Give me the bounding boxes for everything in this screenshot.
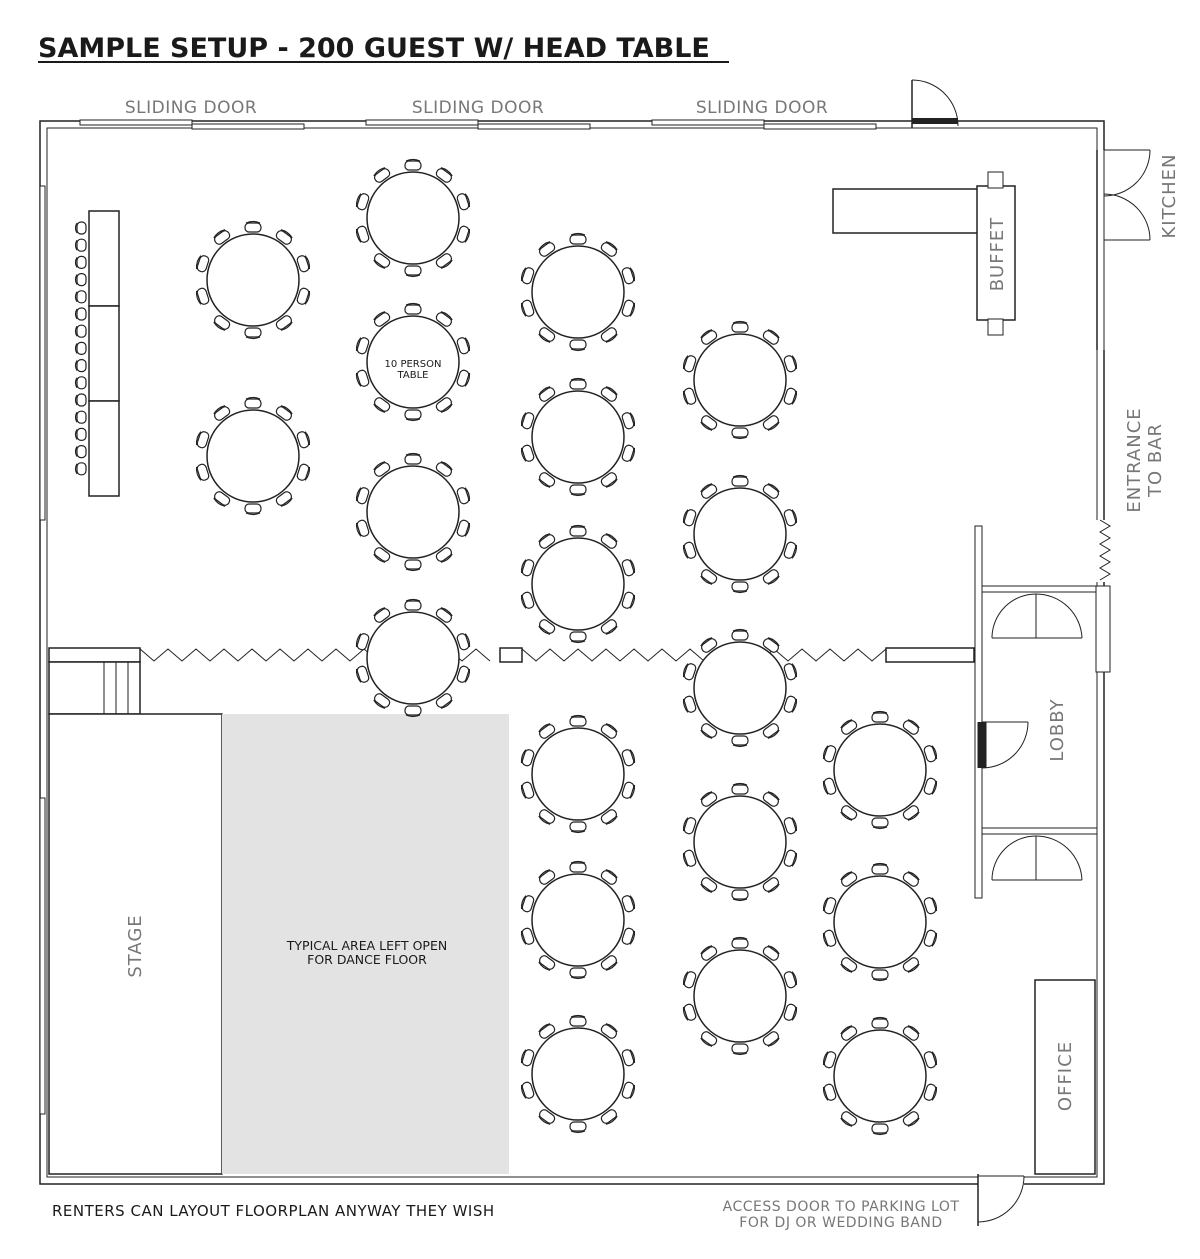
table-top (694, 642, 786, 734)
chair (76, 308, 87, 320)
table-top (532, 246, 624, 338)
table-top (207, 410, 299, 502)
chair (570, 862, 586, 873)
dance-floor-label: FOR DANCE FLOOR (307, 952, 427, 967)
table-top (694, 334, 786, 426)
round-table (195, 222, 311, 339)
chair (872, 712, 888, 723)
access-door-label: ACCESS DOOR TO PARKING LOT (722, 1199, 960, 1215)
round-table (355, 454, 471, 571)
footer-note: RENTERS CAN LAYOUT FLOORPLAN ANYWAY THEY WISH (52, 1202, 495, 1220)
chair (872, 1018, 888, 1029)
chair (872, 970, 888, 981)
table-top (532, 391, 624, 483)
chair (732, 938, 748, 949)
chair (570, 716, 586, 727)
chair (405, 160, 421, 171)
chair (76, 239, 87, 251)
chair (405, 410, 421, 421)
table-top (694, 488, 786, 580)
round-table (520, 1016, 636, 1133)
chair (732, 582, 748, 593)
round-table (520, 862, 636, 979)
top-door (912, 80, 958, 128)
chair (570, 968, 586, 979)
sliding-door-label: SLIDING DOOR (411, 98, 545, 118)
chair (732, 322, 748, 333)
chair (76, 394, 87, 406)
round-table (682, 784, 798, 901)
kitchen-doors (1095, 150, 1150, 350)
chair (76, 291, 87, 303)
table-top (532, 874, 624, 966)
round-table (520, 234, 636, 351)
round-table (682, 476, 798, 593)
chair (732, 736, 748, 747)
table-top (694, 796, 786, 888)
chair (570, 340, 586, 351)
chair (405, 454, 421, 465)
chair (76, 222, 87, 234)
round-table (520, 526, 636, 643)
chair (570, 526, 586, 537)
chair (732, 630, 748, 641)
table-top (532, 728, 624, 820)
kitchen-label: KITCHEN (1159, 153, 1180, 239)
access-door (978, 1174, 1024, 1226)
round-table (822, 1018, 938, 1135)
chair (405, 266, 421, 277)
head-table (76, 211, 120, 496)
chair (570, 379, 586, 390)
round-table (520, 716, 636, 833)
round-table (195, 398, 311, 515)
sliding-door-label: SLIDING DOOR (124, 98, 258, 118)
chair (872, 818, 888, 829)
chair (76, 256, 87, 268)
chair (76, 463, 87, 475)
table-label: 10 PERSON (384, 359, 442, 370)
round-table (682, 322, 798, 439)
lobby (975, 526, 1110, 898)
round-table (682, 630, 798, 747)
chair (405, 706, 421, 717)
table-top (834, 1030, 926, 1122)
chair (76, 342, 87, 354)
chair (245, 504, 261, 515)
round-table (355, 600, 471, 717)
office-label: OFFICE (1055, 1040, 1076, 1112)
access-door-label: FOR DJ OR WEDDING BAND (739, 1215, 943, 1231)
chair (76, 274, 87, 286)
chair (570, 485, 586, 496)
chair (76, 377, 87, 389)
round-table (520, 379, 636, 496)
round-table (822, 864, 938, 981)
chair (405, 600, 421, 611)
lobby-label: LOBBY (1047, 698, 1068, 762)
entrance-label: ENTRANCE (1124, 407, 1145, 513)
chair (732, 428, 748, 439)
chair (570, 1016, 586, 1027)
table-top (834, 724, 926, 816)
chair (76, 360, 87, 372)
dance-floor-label: TYPICAL AREA LEFT OPEN (286, 938, 448, 953)
chair (405, 560, 421, 571)
chair (76, 325, 87, 337)
round-table (822, 712, 938, 829)
table-top (532, 538, 624, 630)
chair (76, 428, 87, 440)
round-table (682, 938, 798, 1055)
table-top (367, 612, 459, 704)
chair (570, 234, 586, 245)
table-top (694, 950, 786, 1042)
sliding-door-label: SLIDING DOOR (695, 98, 829, 118)
chair (732, 890, 748, 901)
chair (570, 632, 586, 643)
room-partition (49, 648, 974, 714)
round-table (355, 160, 471, 277)
chair (732, 1044, 748, 1055)
entrance-opening (1095, 520, 1110, 582)
page-title: SAMPLE SETUP - 200 GUEST W/ HEAD TABLE (38, 33, 710, 64)
table-label: TABLE (397, 370, 429, 381)
chair (570, 1122, 586, 1133)
buffet-label: BUFFET (987, 216, 1008, 292)
chair (245, 328, 261, 339)
chair (872, 864, 888, 875)
table-top (834, 876, 926, 968)
chair (570, 822, 586, 833)
chair (76, 446, 87, 458)
stage-label: STAGE (125, 914, 146, 978)
entrance-label: TO BAR (1145, 422, 1166, 498)
chair (732, 784, 748, 795)
table-top (532, 1028, 624, 1120)
chair (872, 1124, 888, 1135)
chair (245, 222, 261, 233)
chair (405, 304, 421, 315)
chair (76, 411, 87, 423)
table-top (367, 466, 459, 558)
table-top (207, 234, 299, 326)
table-top (367, 172, 459, 264)
chair (732, 476, 748, 487)
chair (245, 398, 261, 409)
